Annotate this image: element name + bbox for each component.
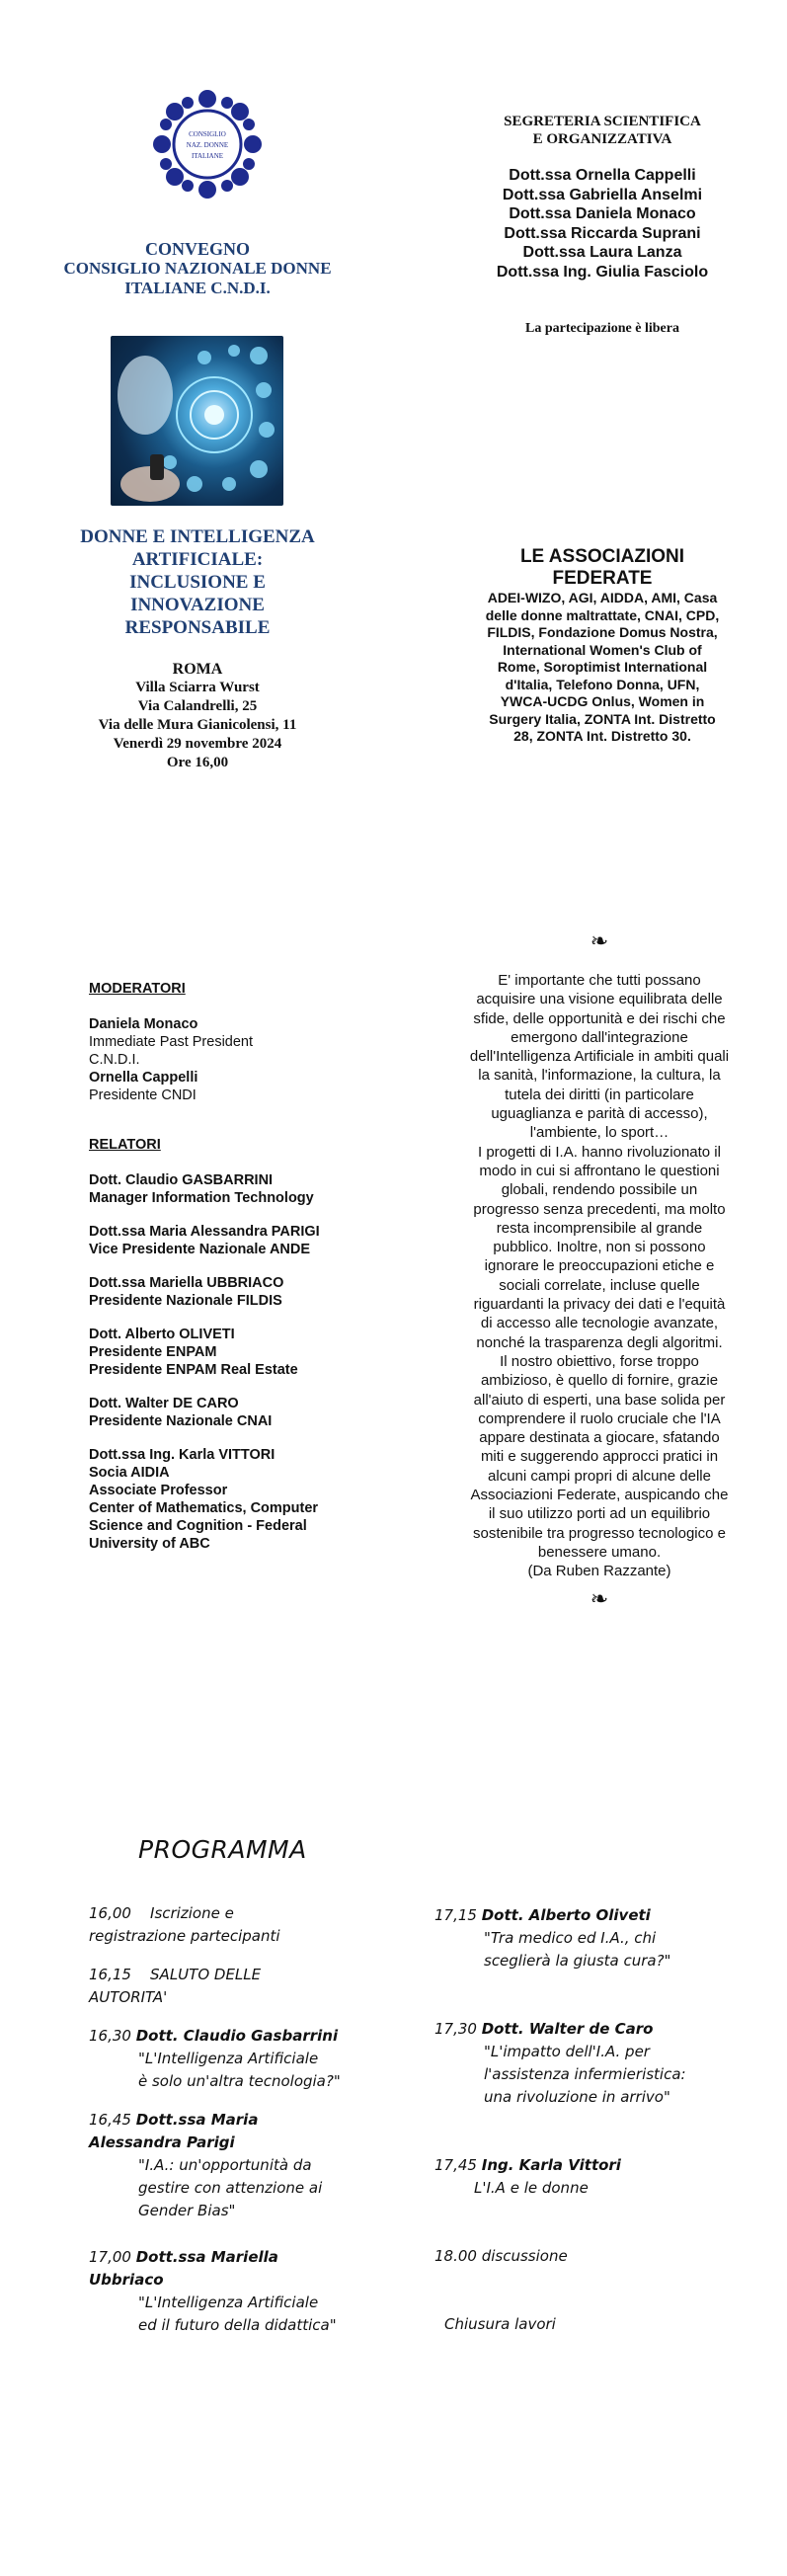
essay-line: miti e suggerendo approcci pratici in (480, 1448, 719, 1466)
floral-heart-icon: ❧ (590, 928, 609, 953)
programma-time: 16,00 (89, 1904, 131, 1922)
free-participation-note: La partecipazione è libera (525, 321, 679, 336)
segreteria-name: Dott.ssa Daniela Monaco (509, 205, 696, 222)
essay-line: il suo utilizzo porti ad un equilibrio (488, 1505, 711, 1523)
relatore-entry (89, 1223, 385, 1258)
assoc-line: Rome, Soroptimist International (497, 659, 708, 675)
programma-talk: Gender Bias" (138, 2202, 236, 2219)
location-street-2: Via delle Mura Gianicolensi, 11 (98, 717, 297, 733)
programma-text: SALUTO DELLE (150, 1966, 262, 1983)
programma-right-column (434, 1904, 770, 2336)
programma-text: Iscrizione e (150, 1904, 234, 1922)
location-street-1: Via Calandrelli, 25 (137, 698, 258, 714)
programma-speaker: Dott.ssa Mariella (135, 2248, 278, 2266)
programma-item (89, 2109, 415, 2222)
programma-talk: "L'impatto dell'I.A. per (484, 2043, 650, 2060)
title-line-1: DONNE E INTELLIGENZA (80, 526, 315, 547)
convegno-heading (0, 239, 395, 298)
relatore-line: Dott. Alberto OLIVETI (89, 1327, 235, 1342)
programma-talk: "L'Intelligenza Artificiale (138, 2294, 319, 2311)
programma-item (89, 1902, 415, 1948)
essay-line: emergono dall'integrazione (511, 1028, 688, 1046)
essay-line: comprendere il ruolo cruciale che l'IA (478, 1409, 721, 1427)
essay-line: Il nostro obiettivo, forse troppo (500, 1352, 699, 1370)
essay-line: globali, rendendo possibile un (501, 1181, 698, 1199)
programma-speaker: Dott. Claudio Gasbarrini (135, 2027, 339, 2045)
moderatore-role: Presidente CNDI (89, 1087, 197, 1103)
relatore-line: Dott.ssa Ing. Karla VITTORI (89, 1447, 275, 1463)
programma-speaker: Dott.ssa Maria (135, 2111, 259, 2129)
relatori-heading: RELATORI (89, 1137, 161, 1153)
programma-speaker: Ing. Karla Vittori (481, 2156, 621, 2174)
segreteria-line-2: E ORGANIZZATIVA (532, 131, 672, 147)
event-date: Venerdì 29 novembre 2024 (113, 736, 282, 752)
assoc-line: delle donne maltrattate, CNAI, CPD, (485, 606, 720, 623)
logo-text-1: CONSIGLIO (189, 130, 226, 138)
relatore-line: University of ABC (89, 1536, 210, 1552)
relatore-line: Presidente ENPAM (89, 1344, 217, 1360)
essay-line: riguardanti la privacy dei dati e l'equità (473, 1296, 726, 1314)
convegno-label: CONVEGNO (144, 239, 250, 259)
segreteria-name: Dott.ssa Ing. Giulia Fasciolo (496, 263, 709, 281)
programma-item (89, 2025, 415, 2093)
segreteria-line-1: SEGRETERIA SCIENTIFICA (504, 114, 701, 129)
programma-text: registrazione partecipanti (89, 1927, 280, 1945)
associazioni-heading (430, 546, 775, 590)
title-line-5: RESPONSABILE (124, 617, 271, 638)
essay-text (422, 971, 777, 1581)
essay-line: ignorare le preoccupazioni etiche e (484, 1257, 715, 1275)
relatore-entry (89, 1171, 385, 1207)
assoc-line: 28, ZONTA Int. Distretto 30. (513, 728, 691, 744)
essay-line: progresso senza precedenti, ma molto (473, 1200, 726, 1218)
essay-line: sociali correlate, incluse quelle (499, 1276, 700, 1294)
essay-line: alcuni campi propri di alcune delle (488, 1467, 711, 1485)
segreteria-name: Dott.ssa Riccarda Suprani (504, 224, 701, 242)
assoc-line: YWCA-UCDG Onlus, Women in (500, 693, 705, 709)
relatore-line: Associate Professor (89, 1483, 228, 1498)
relatore-line: Presidente Nazionale FILDIS (89, 1293, 282, 1309)
programma-time: 17,45 (434, 2156, 477, 2174)
event-time: Ore 16,00 (166, 755, 229, 770)
programma-speaker: Dott. Walter de Caro (481, 2020, 654, 2038)
assoc-line: FILDIS, Fondazione Domus Nostra, (487, 624, 718, 640)
title-line-4: INNOVAZIONE (130, 595, 265, 615)
relatore-entry (89, 1395, 385, 1430)
moderatore-name: Daniela Monaco (89, 1016, 198, 1032)
relatore-line: Vice Presidente Nazionale ANDE (89, 1242, 311, 1257)
programma-talk: "L'Intelligenza Artificiale (138, 2050, 319, 2067)
assoc-line: ADEI-WIZO, AGI, AIDDA, AMI, Casa (487, 590, 718, 605)
segreteria-heading (434, 113, 770, 148)
location-venue: Villa Sciarra Wurst (135, 680, 260, 695)
segreteria-name: Dott.ssa Ornella Cappelli (509, 167, 696, 184)
programma-talk: L'I.A e le donne (474, 2179, 589, 2197)
essay-line: sfide, delle opportunità e dei rischi che (473, 1009, 726, 1027)
relatori-section (89, 1136, 385, 1569)
programma-time: 16,30 (89, 2027, 131, 2045)
assoc-line: d'Italia, Telefono Donna, UFN, (505, 676, 700, 692)
programma-time: 16,15 (89, 1966, 131, 1983)
programma-talk: gestire con attenzione ai (138, 2179, 323, 2197)
logo-text-2: NAZ. DONNE (186, 141, 229, 149)
relatore-line: Dott.ssa Maria Alessandra PARIGI (89, 1224, 320, 1240)
programma-time: 17,30 (434, 2020, 477, 2038)
moderatore-role: C.N.D.I. (89, 1052, 140, 1068)
programma-item (434, 2245, 770, 2268)
essay-line: resta incomprensibile al grande (496, 1219, 703, 1237)
programma-time: 17,15 (434, 1906, 477, 1924)
programma-item (434, 2313, 770, 2336)
essay-line: (Da Ruben Razzante) (527, 1563, 671, 1580)
essay-line: sostenibile tra progresso tecnologico e (473, 1524, 726, 1542)
segreteria-name: Dott.ssa Laura Lanza (522, 244, 682, 261)
essay-line: E' importante che tutti possano (498, 972, 701, 989)
essay-line: Associazioni Federate, auspicando che (470, 1487, 729, 1504)
programma-item (434, 2154, 770, 2200)
programma-speaker: Ubbriaco (89, 2271, 164, 2289)
relatore-line: Dott. Walter DE CARO (89, 1396, 239, 1411)
programma-left-column (89, 1902, 415, 2337)
programma-title: PROGRAMMA (138, 1835, 307, 1864)
title-line-3: INCLUSIONE E (129, 572, 266, 593)
relatore-line: Dott. Claudio GASBARRINI (89, 1172, 274, 1188)
moderatore-name: Ornella Cappelli (89, 1070, 198, 1086)
moderatori-heading: MODERATORI (89, 981, 186, 997)
essay-line: di accesso alle tecnologie avanzate, (480, 1315, 719, 1332)
programma-plain: 18.00 discussione (434, 2247, 568, 2265)
programma-item (89, 2246, 415, 2337)
relatore-entry (89, 1274, 385, 1310)
essay-line: la sanità, l'informazione, la cultura, la (478, 1067, 721, 1085)
programma-time: 17,00 (89, 2248, 131, 2266)
essay-line: benessere umano. (537, 1543, 662, 1561)
associazioni-list (434, 590, 770, 746)
assoc-line: Surgery Italia, ZONTA Int. Distretto (489, 710, 716, 727)
title-line-2: ARTIFICIALE: (131, 549, 264, 570)
location-city: ROMA (172, 661, 223, 678)
essay-line: all'aiuto di esperti, una base solida per (473, 1391, 726, 1409)
programma-item (434, 2018, 770, 2109)
relatore-line: Manager Information Technology (89, 1190, 314, 1206)
essay-line: tutela dei diritti (in particolare (505, 1086, 694, 1103)
programma-speaker: Alessandra Parigi (89, 2133, 235, 2151)
programma-item (89, 1964, 415, 2009)
floral-heart-icon: ❧ (590, 1586, 609, 1611)
moderatore-role: Immediate Past President (89, 1034, 254, 1050)
programma-item (434, 1904, 770, 1972)
assoc-line: International Women's Club of (503, 641, 702, 658)
relatore-line: Presidente ENPAM Real Estate (89, 1362, 298, 1378)
essay-line: l'ambiente, lo sport… (529, 1124, 669, 1142)
programma-talk: "I.A.: un'opportunità da (138, 2156, 312, 2174)
essay-line: ambizioso, è quello di fornire, grazie (480, 1372, 719, 1390)
logo-text-3: ITALIANE (191, 152, 224, 160)
essay-line: nonché la trasparenza degli algoritmi. (476, 1333, 723, 1351)
essay-line: acquisire una visione equilibrata delle (476, 991, 723, 1008)
essay-line: dell'Intelligenza Artificiale in ambiti quali (469, 1048, 730, 1066)
programma-time: 16,45 (89, 2111, 131, 2129)
relatore-line: Dott.ssa Mariella UBBRIACO (89, 1275, 284, 1291)
programma-text: AUTORITA' (89, 1988, 168, 2006)
relatore-line: Center of Mathematics, Computer (89, 1500, 319, 1516)
relatore-line: Science and Cognition - Federal (89, 1518, 307, 1534)
segreteria-names (434, 166, 770, 282)
relatore-entry (89, 1446, 385, 1553)
programma-talk: è solo un'altra tecnologia?" (138, 2072, 341, 2090)
segreteria-name: Dott.ssa Gabriella Anselmi (502, 186, 703, 203)
essay-line: modo in cui si affrontano le questioni (479, 1162, 720, 1179)
essay-line: appare destinata a giocare, sfatando (479, 1429, 720, 1447)
relatore-entry (89, 1326, 385, 1379)
relatore-line: Socia AIDIA (89, 1465, 170, 1481)
programma-talk: sceglierà la giusta cura?" (484, 1952, 671, 1970)
org-line-2: ITALIANE C.N.D.I. (124, 279, 271, 297)
essay-line: I progetti di I.A. hanno rivoluzionato il (478, 1143, 721, 1161)
assoc-title-line-1: LE ASSOCIAZIONI (519, 546, 685, 567)
cndi-logo (148, 85, 267, 203)
relatore-line: Presidente Nazionale CNAI (89, 1413, 273, 1429)
ai-collage-image (111, 336, 283, 506)
essay-line: uguaglianza e parità di accesso), (491, 1105, 708, 1123)
event-title (54, 525, 341, 639)
programma-speaker: Dott. Alberto Oliveti (481, 1906, 651, 1924)
org-line-1: CONSIGLIO NAZIONALE DONNE (63, 259, 332, 278)
programma-talk: ed il futuro della didattica" (138, 2316, 337, 2334)
programma-talk: una rivoluzione in arrivo" (484, 2088, 670, 2106)
programma-plain: Chiusura lavori (444, 2315, 556, 2333)
event-location (59, 660, 336, 772)
moderatori-section (89, 980, 385, 1104)
assoc-title-line-2: FEDERATE (552, 568, 653, 589)
programma-talk: "Tra medico ed I.A., chi (484, 1929, 657, 1947)
programma-talk: l'assistenza infermieristica: (484, 2065, 686, 2083)
essay-line: pubblico. Inoltre, non si possono (493, 1239, 706, 1256)
